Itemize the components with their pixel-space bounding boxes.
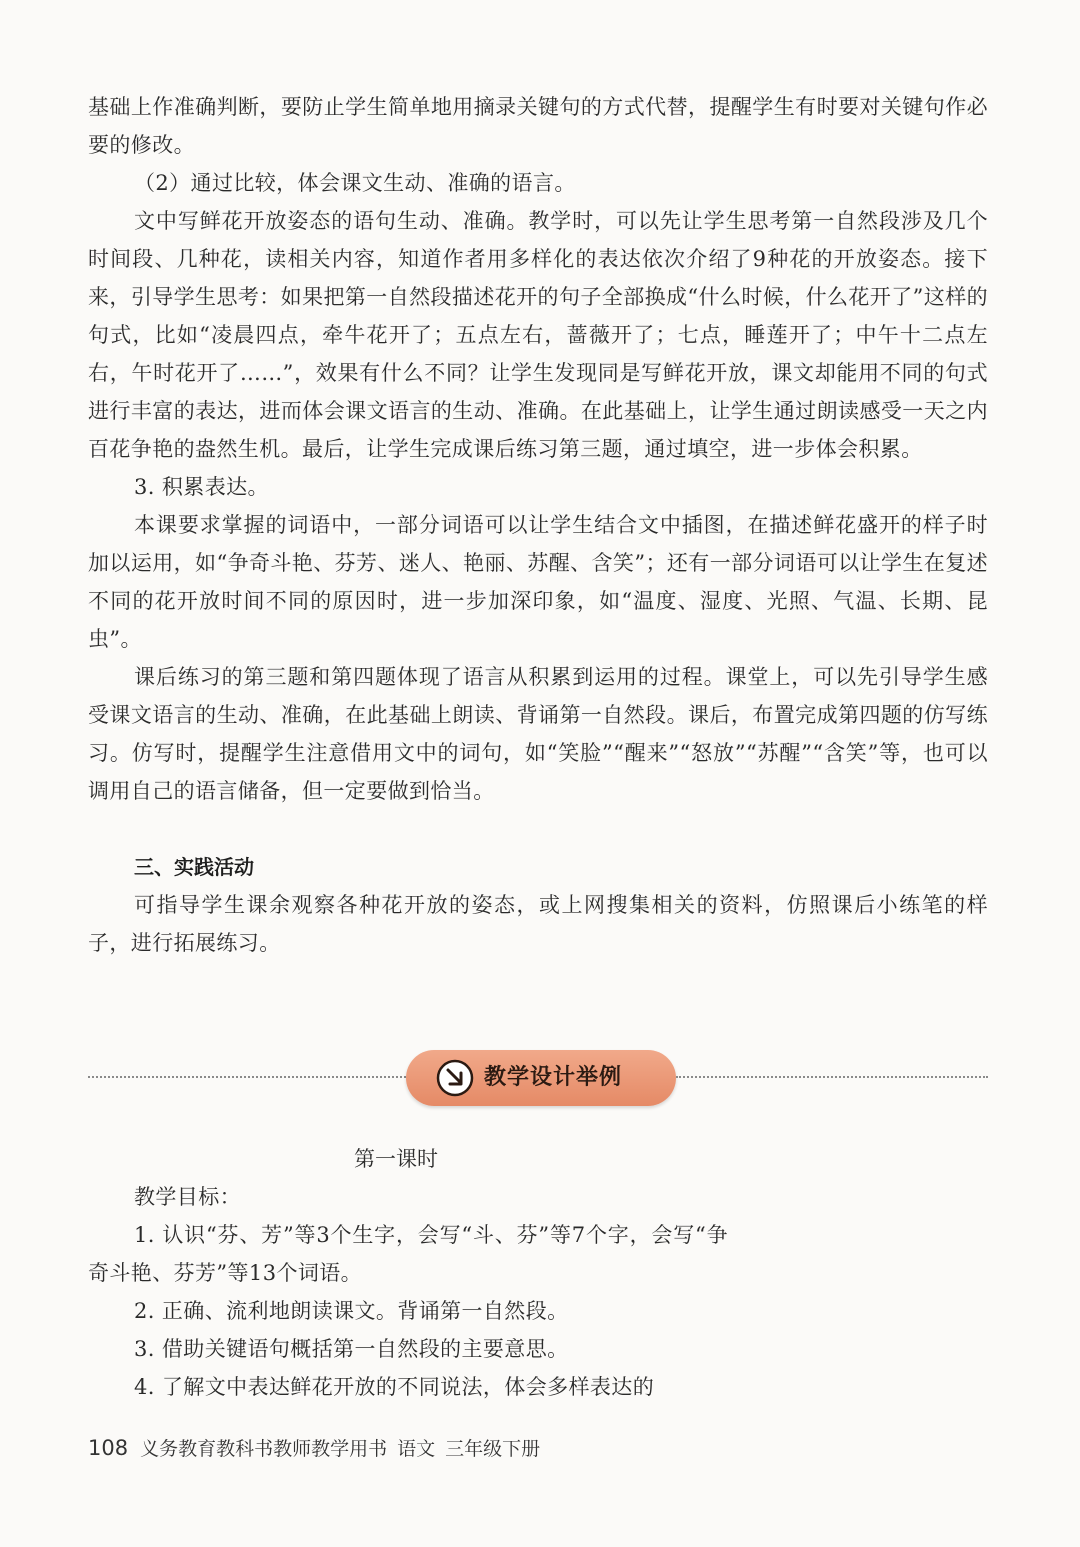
book-subject: 语文: [397, 1438, 436, 1460]
paragraph-practice: 可指导学生课余观察各种花开放的姿态，或上网搜集相关的资料，仿照课后小练笔的样子，进行拓展练习。: [88, 893, 988, 955]
dotted-divider-left: [88, 1076, 406, 1078]
page-footer: [88, 1430, 540, 1466]
subsection-heading-3: 3. 积累表达。: [134, 475, 269, 499]
paragraph-vocabulary: 本课要求掌握的词语中，一部分词语可以让学生结合文中插图，在描述鲜花盛开的样子时加以运用，如“争奇斗艳、芬芳、迷人、艳丽、苏醒、含笑”；还有一部分词语可以让学生在复述不同的花开放时间不同的原因时，进一步加深印象，如“温度、湿度、光照、气温、长期、昆虫”。: [88, 513, 988, 651]
paragraph-comparison: 文中写鲜花开放姿态的语句生动、准确。教学时，可以先让学生思考第一自然段涉及几个时间段、几种花，读相关内容，知道作者用多样化的表达依次介绍了9种花的开放姿态。接下来，引导学生思考：如果把第一自然段描述花开的句子全部换成“什么时候，什么花开了”这样的句式，比如“凌晨四点，牵牛花开了；五点左右，蔷薇开了；七点，睡莲开了；中午十二点左右，午时花开了……”，效果有什么不同？让学生发现同是写鲜花开放，课文却能用不同的句式进行丰富的表达，进而体会课文语言的生动、准确。在此基础上，让学生通过朗读感受一天之内百花争艳的盎然生机。最后，让学生完成课后练习第三题，通过填空，进一步体会积累。: [88, 209, 988, 461]
goal-item-3: 3. 借助关键语句概括第一自然段的主要意思。: [134, 1337, 569, 1361]
lesson-title: 第一课时: [354, 1147, 438, 1171]
paragraph-continued: 基础上作准确判断，要防止学生简单地用摘录关键句的方式代替，提醒学生有时要对关键句作必要的修改。: [88, 95, 988, 157]
goal-item-4: 4. 了解文中表达鲜花开放的不同说法，体会多样表达的: [134, 1375, 655, 1399]
page-number: 108: [88, 1436, 129, 1460]
subsection-heading-2: （2）通过比较，体会课文生动、准确的语言。: [134, 171, 576, 195]
banner-pill: [406, 1050, 676, 1106]
goal-item-1: 1. 认识“芬、芳”等3个生字，会写“斗、芬”等7个字，会写“争奇斗艳、芬芳”等13个词语。: [88, 1223, 728, 1285]
book-title: 义务教育教科书教师教学用书: [140, 1438, 388, 1460]
banner-label: 教学设计举例: [484, 1065, 623, 1090]
lesson-plan: [88, 1140, 728, 1406]
section-banner: [88, 1050, 988, 1106]
goal-item-2: 2. 正确、流利地朗读课文。背诵第一自然段。: [134, 1299, 569, 1323]
dotted-divider-right: [676, 1076, 988, 1078]
main-text: [88, 88, 988, 962]
paragraph-exercises: 课后练习的第三题和第四题体现了语言从积累到运用的过程。课堂上，可以先引导学生感受课文语言的生动、准确，在此基础上朗读、背诵第一自然段。课后，布置完成第四题的仿写练习。仿写时，提醒学生注意借用文中的词句，如“笑脸”“醒来”“怒放”“苏醒”“含笑”等，也可以调用自己的语言储备，但一定要做到恰当。: [88, 665, 988, 803]
goals-heading: 教学目标：: [134, 1185, 241, 1209]
arrow-circle-icon: [436, 1059, 474, 1097]
book-grade: 三年级下册: [445, 1438, 541, 1460]
section-heading-practice: 三、实践活动: [134, 855, 254, 879]
